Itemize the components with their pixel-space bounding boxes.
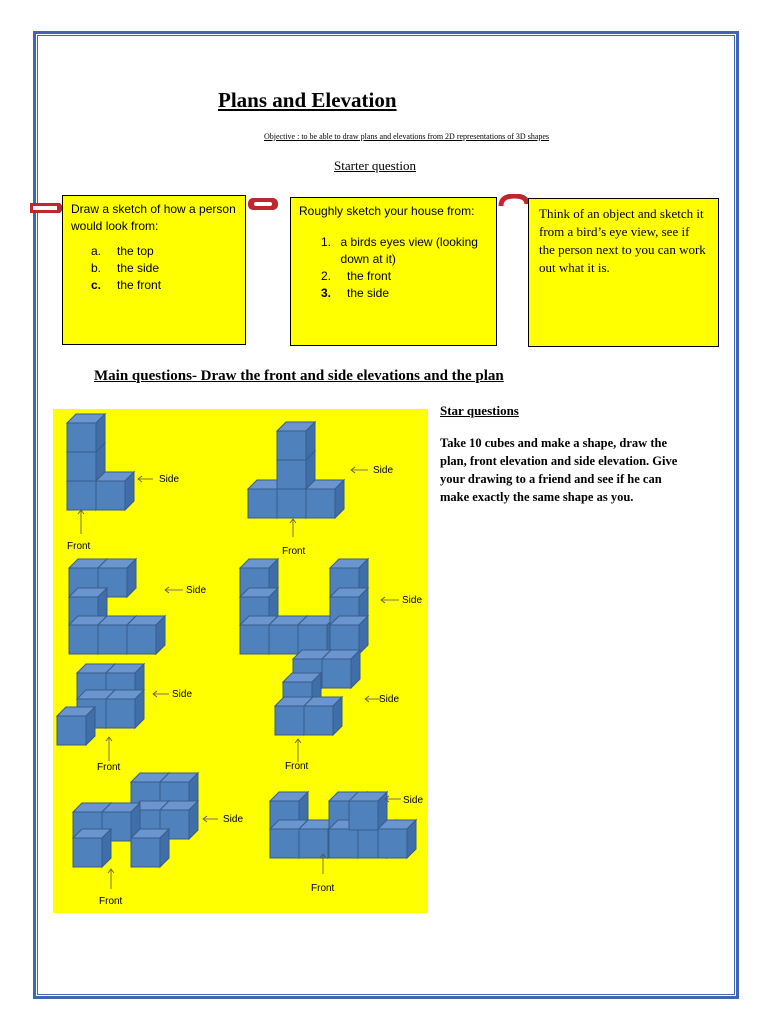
shape-5-cube (106, 690, 144, 728)
shape-1-cube (67, 414, 105, 452)
list-item (321, 268, 488, 285)
list-item (91, 243, 237, 260)
list-item (321, 234, 488, 268)
front-label: Front (285, 761, 309, 772)
shape-8-cube (378, 820, 416, 858)
front-label: Front (99, 896, 123, 907)
side-label: Side (402, 595, 423, 606)
shape-7-cube (131, 829, 169, 867)
cube-shapes-figure (53, 409, 428, 913)
list-marker: 1. (321, 235, 332, 249)
box-list (91, 243, 237, 294)
starter-box-object (528, 198, 719, 347)
list-marker: a. (91, 244, 102, 258)
shape-1-cube (96, 472, 134, 510)
side-label: Side (379, 694, 400, 705)
page-title: Plans and Elevation (218, 88, 397, 112)
list-text: the front (117, 278, 162, 292)
front-label: Front (97, 762, 121, 773)
shape-7-cube (73, 829, 111, 867)
side-label: Side (159, 474, 180, 485)
shape-5-cube (57, 707, 95, 745)
list-marker: 3. (321, 286, 332, 300)
red-hook-decoration (498, 194, 530, 210)
star-questions-heading: Star questions (440, 403, 519, 418)
shape-4-cube (330, 616, 368, 654)
shape-6-cube (322, 650, 360, 688)
list-item (91, 277, 237, 294)
side-label: Side (223, 814, 244, 825)
list-marker: b. (91, 261, 102, 275)
list-marker: c. (91, 278, 102, 292)
shape-6-cube (304, 697, 342, 735)
objective-text: Objective : to be able to draw plans and elevations from 2D representations of 3D shapes (264, 132, 550, 141)
starter-box-house (290, 197, 497, 346)
list-marker: 2. (321, 269, 332, 283)
shape-2-cube (306, 480, 344, 518)
list-item (91, 260, 237, 277)
list-text: the top (117, 244, 154, 258)
shape-8-cube (349, 792, 387, 830)
list-item (321, 285, 488, 302)
list-text: the side (347, 286, 390, 300)
side-label: Side (172, 689, 193, 700)
front-label: Front (311, 883, 335, 894)
side-label: Side (373, 465, 394, 476)
main-questions-heading: Main questions- Draw the front and side elevations and the plan (94, 368, 504, 384)
box-list (321, 234, 488, 302)
star-questions-text: Take 10 cubes and make a shape, draw the plan, front elevation and side elevation. Give your drawing to a friend and see if he can make exactly the same shape as you. (440, 436, 678, 504)
shape-3-cube (127, 616, 165, 654)
front-label: Front (67, 541, 91, 552)
starter-box-person (62, 195, 246, 345)
list-text: the side (117, 261, 160, 275)
front-label: Front (282, 546, 306, 557)
starter-heading: Starter question (334, 158, 416, 173)
side-label: Side (403, 795, 424, 806)
shape-2-cube (277, 422, 315, 460)
box-intro: Roughly sketch your house from: (299, 204, 475, 218)
red-arrow-decoration (30, 200, 64, 216)
box-intro: Think of an object and sketch it from a bird’s eye view, see if the person next to you can work out what it is. (539, 206, 706, 275)
list-text: a birds eyes view (looking down at it) (340, 235, 478, 266)
side-label: Side (186, 585, 207, 596)
red-ring-decoration (246, 196, 280, 212)
list-text: the front (347, 269, 392, 283)
box-intro: Draw a sketch of how a person would look from: (71, 202, 236, 233)
